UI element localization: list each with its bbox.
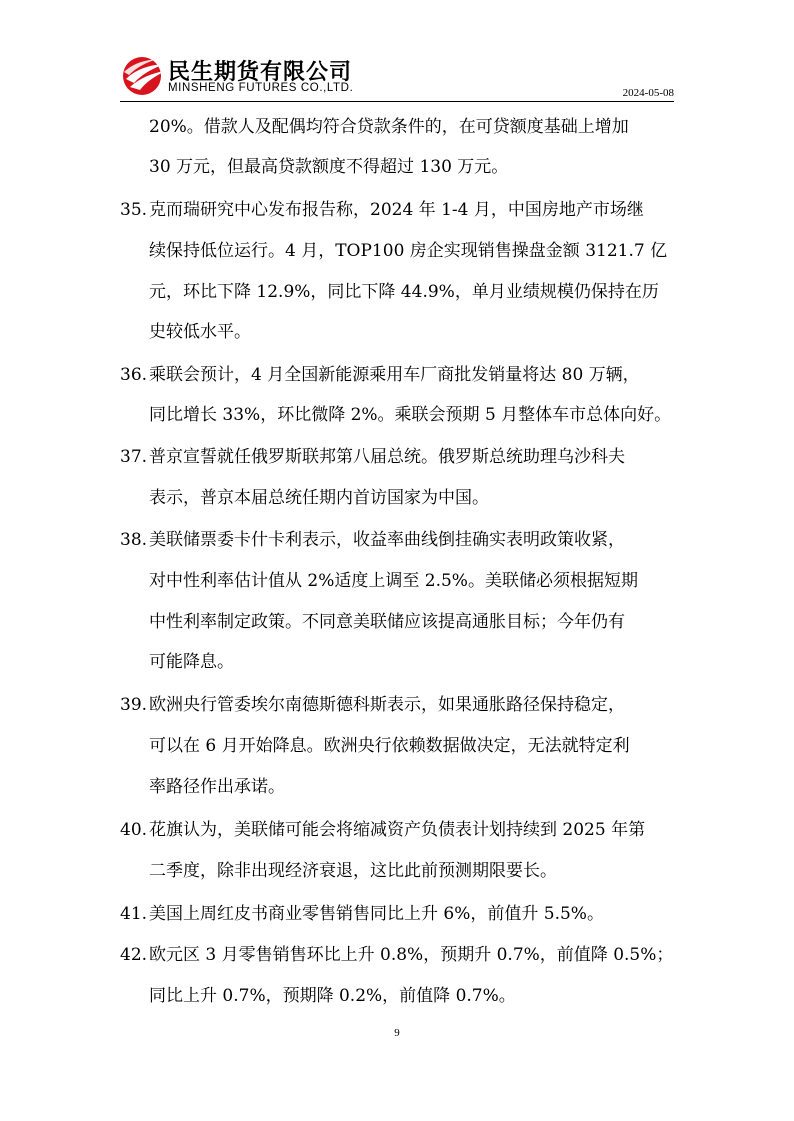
report-date: 2024-05-08 — [622, 87, 674, 99]
paragraph-line: 中性利率制定政策。不同意美联储应该提高通胀目标；今年仍有 — [149, 612, 625, 632]
company-name-en: MINSHENG FUTURES CO.,LTD. — [168, 82, 354, 94]
item-number: 36. — [120, 365, 148, 385]
paragraph-line: 率路径作出承诺。 — [149, 777, 285, 797]
paragraph-line: 普京宣誓就任俄罗斯联邦第八届总统。俄罗斯总统助理乌沙科夫 — [149, 447, 625, 467]
paragraph-line: 欧元区 3 月零售销售环比上升 0.8%，预期升 0.7%，前值降 0.5%； — [149, 945, 674, 965]
paragraph-line: 欧洲央行管委埃尔南德斯德科斯表示，如果通胀路径保持稳定， — [149, 695, 625, 715]
paragraph-line: 表示，普京本届总统任期内首访国家为中国。 — [149, 488, 489, 508]
item-number: 35. — [120, 200, 148, 220]
paragraph-line: 元，环比下降 12.9%，同比下降 44.9%，单月业绩规模仍保持在历 — [149, 282, 659, 302]
company-name-cn: 民生期货有限公司 — [168, 60, 353, 85]
paragraph-line: 史较低水平。 — [149, 322, 251, 342]
paragraph-line: 乘联会预计，4 月全国新能源乘用车厂商批发销量将达 80 万辆， — [149, 365, 640, 385]
paragraph-line: 30 万元，但最高贷款额度不得超过 130 万元。 — [149, 157, 509, 177]
item-number: 38. — [120, 530, 148, 550]
paragraph-line: 美国上周红皮书商业零售销售同比上升 6%，前值升 5.5%。 — [149, 904, 604, 924]
paragraph-line: 同比上升 0.7%，预期降 0.2%，前值降 0.7%。 — [149, 986, 516, 1006]
item-number: 39. — [120, 695, 148, 715]
paragraph-line: 可能降息。 — [149, 652, 234, 672]
paragraph-line: 同比增长 33%，环比微降 2%。乘联会预期 5 月整体车市总体向好。 — [149, 405, 672, 425]
paragraph-line: 对中性利率估计值从 2%适度上调至 2.5%。美联储必须根据短期 — [149, 571, 638, 591]
item-number: 42. — [120, 945, 148, 965]
paragraph-line: 二季度，除非出现经济衰退，这比此前预测期限要长。 — [149, 861, 557, 881]
paragraph-line: 续保持低位运行。4 月，TOP100 房企实现销售操盘金额 3121.7 亿 — [149, 241, 668, 261]
paragraph-line: 可以在 6 月开始降息。欧洲央行依赖数据做决定，无法就特定利 — [149, 736, 630, 756]
paragraph-line: 美联储票委卡什卡利表示，收益率曲线倒挂确实表明政策收紧， — [149, 530, 625, 550]
paragraph-line: 克而瑞研究中心发布报告称，2024 年 1-4 月，中国房地产市场继 — [149, 200, 644, 220]
page-number: 9 — [394, 1027, 400, 1039]
item-number: 41. — [120, 904, 148, 924]
paragraph-line: 花旗认为，美联储可能会将缩减资产负债表计划持续到 2025 年第 — [149, 820, 646, 840]
item-number: 40. — [120, 820, 148, 840]
paragraph-line: 20%。借款人及配偶均符合贷款条件的，在可贷额度基础上增加 — [149, 117, 629, 137]
item-number: 37. — [120, 447, 148, 467]
